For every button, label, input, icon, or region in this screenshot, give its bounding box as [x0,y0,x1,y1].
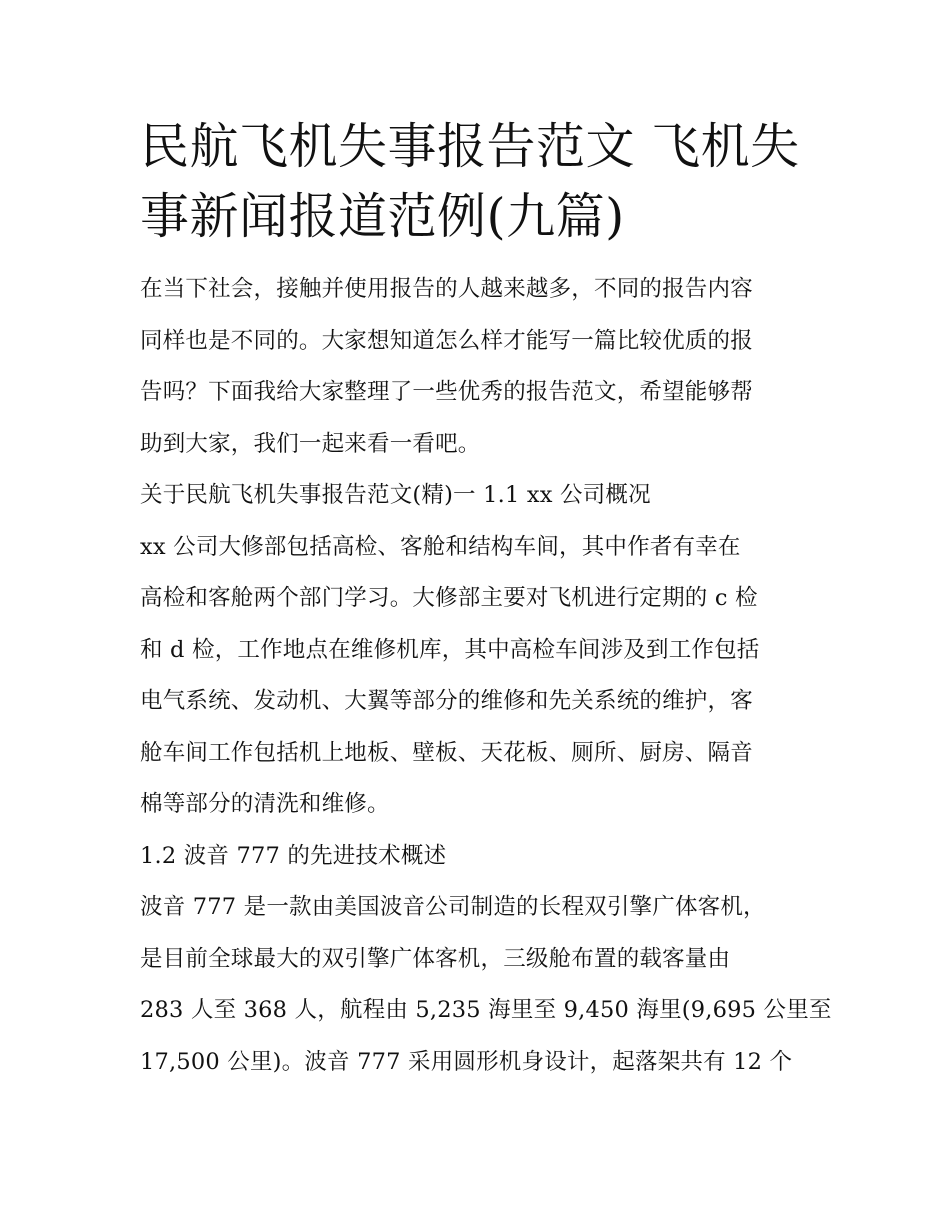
section-1-heading: 关于民航飞机失事报告范文(精)一 1.1 xx 公司概况 [140,482,651,508]
title-line: 民航飞机失事报告范文 飞机失 [140,118,800,175]
text-line: 同样也是不同的。大家想知道怎么样才能写一篇比较优质的报 [140,327,753,354]
title-line: 事新闻报道范例(九篇) [140,188,625,245]
section-2-paragraph [140,882,832,1088]
intro-paragraph [140,264,820,470]
text-line: 棉等部分的清洗和维修。 [140,791,390,817]
text-line: 283 人至 368 人，航程由 5,235 海里至 9,450 海里(9,695 公里至 [140,997,832,1023]
document-title [140,112,820,252]
text-line: 高检和客舱两个部门学习。大修部主要对飞机进行定期的 c 检 [140,585,758,611]
text-line: 助到大家，我们一起来看一看吧。 [140,430,481,457]
document-body [140,112,832,1088]
text-line: 波音 777 是一款由美国波音公司制造的长程双引擎广体客机， [140,894,766,920]
text-line: 告吗？下面我给大家整理了一些优秀的报告范文，希望能够帮 [140,379,753,405]
text-line: 和 d 检，工作地点在维修机库，其中高检车间涉及到工作包括 [140,636,760,663]
text-line: 在当下社会，接触并使用报告的人越来越多，不同的报告内容 [140,276,753,302]
text-line: 17,500 公里)。波音 777 采用圆形机身设计，起落架共有 12 个 [140,1048,793,1075]
text-line: 舱车间工作包括机上地板、壁板、天花板、厕所、厨房、隔音 [140,739,753,766]
section-2-heading: 1.2 波音 777 的先进技术概述 [140,842,447,869]
text-line: 是目前全球最大的双引擎广体客机，三级舱布置的载客量由 [140,945,731,972]
text-line: xx 公司大修部包括高检、客舱和结构车间，其中作者有幸在 [140,533,741,560]
section-1-paragraph [140,522,820,831]
text-line: 电气系统、发动机、大翼等部分的维修和先关系统的维护，客 [140,688,753,714]
